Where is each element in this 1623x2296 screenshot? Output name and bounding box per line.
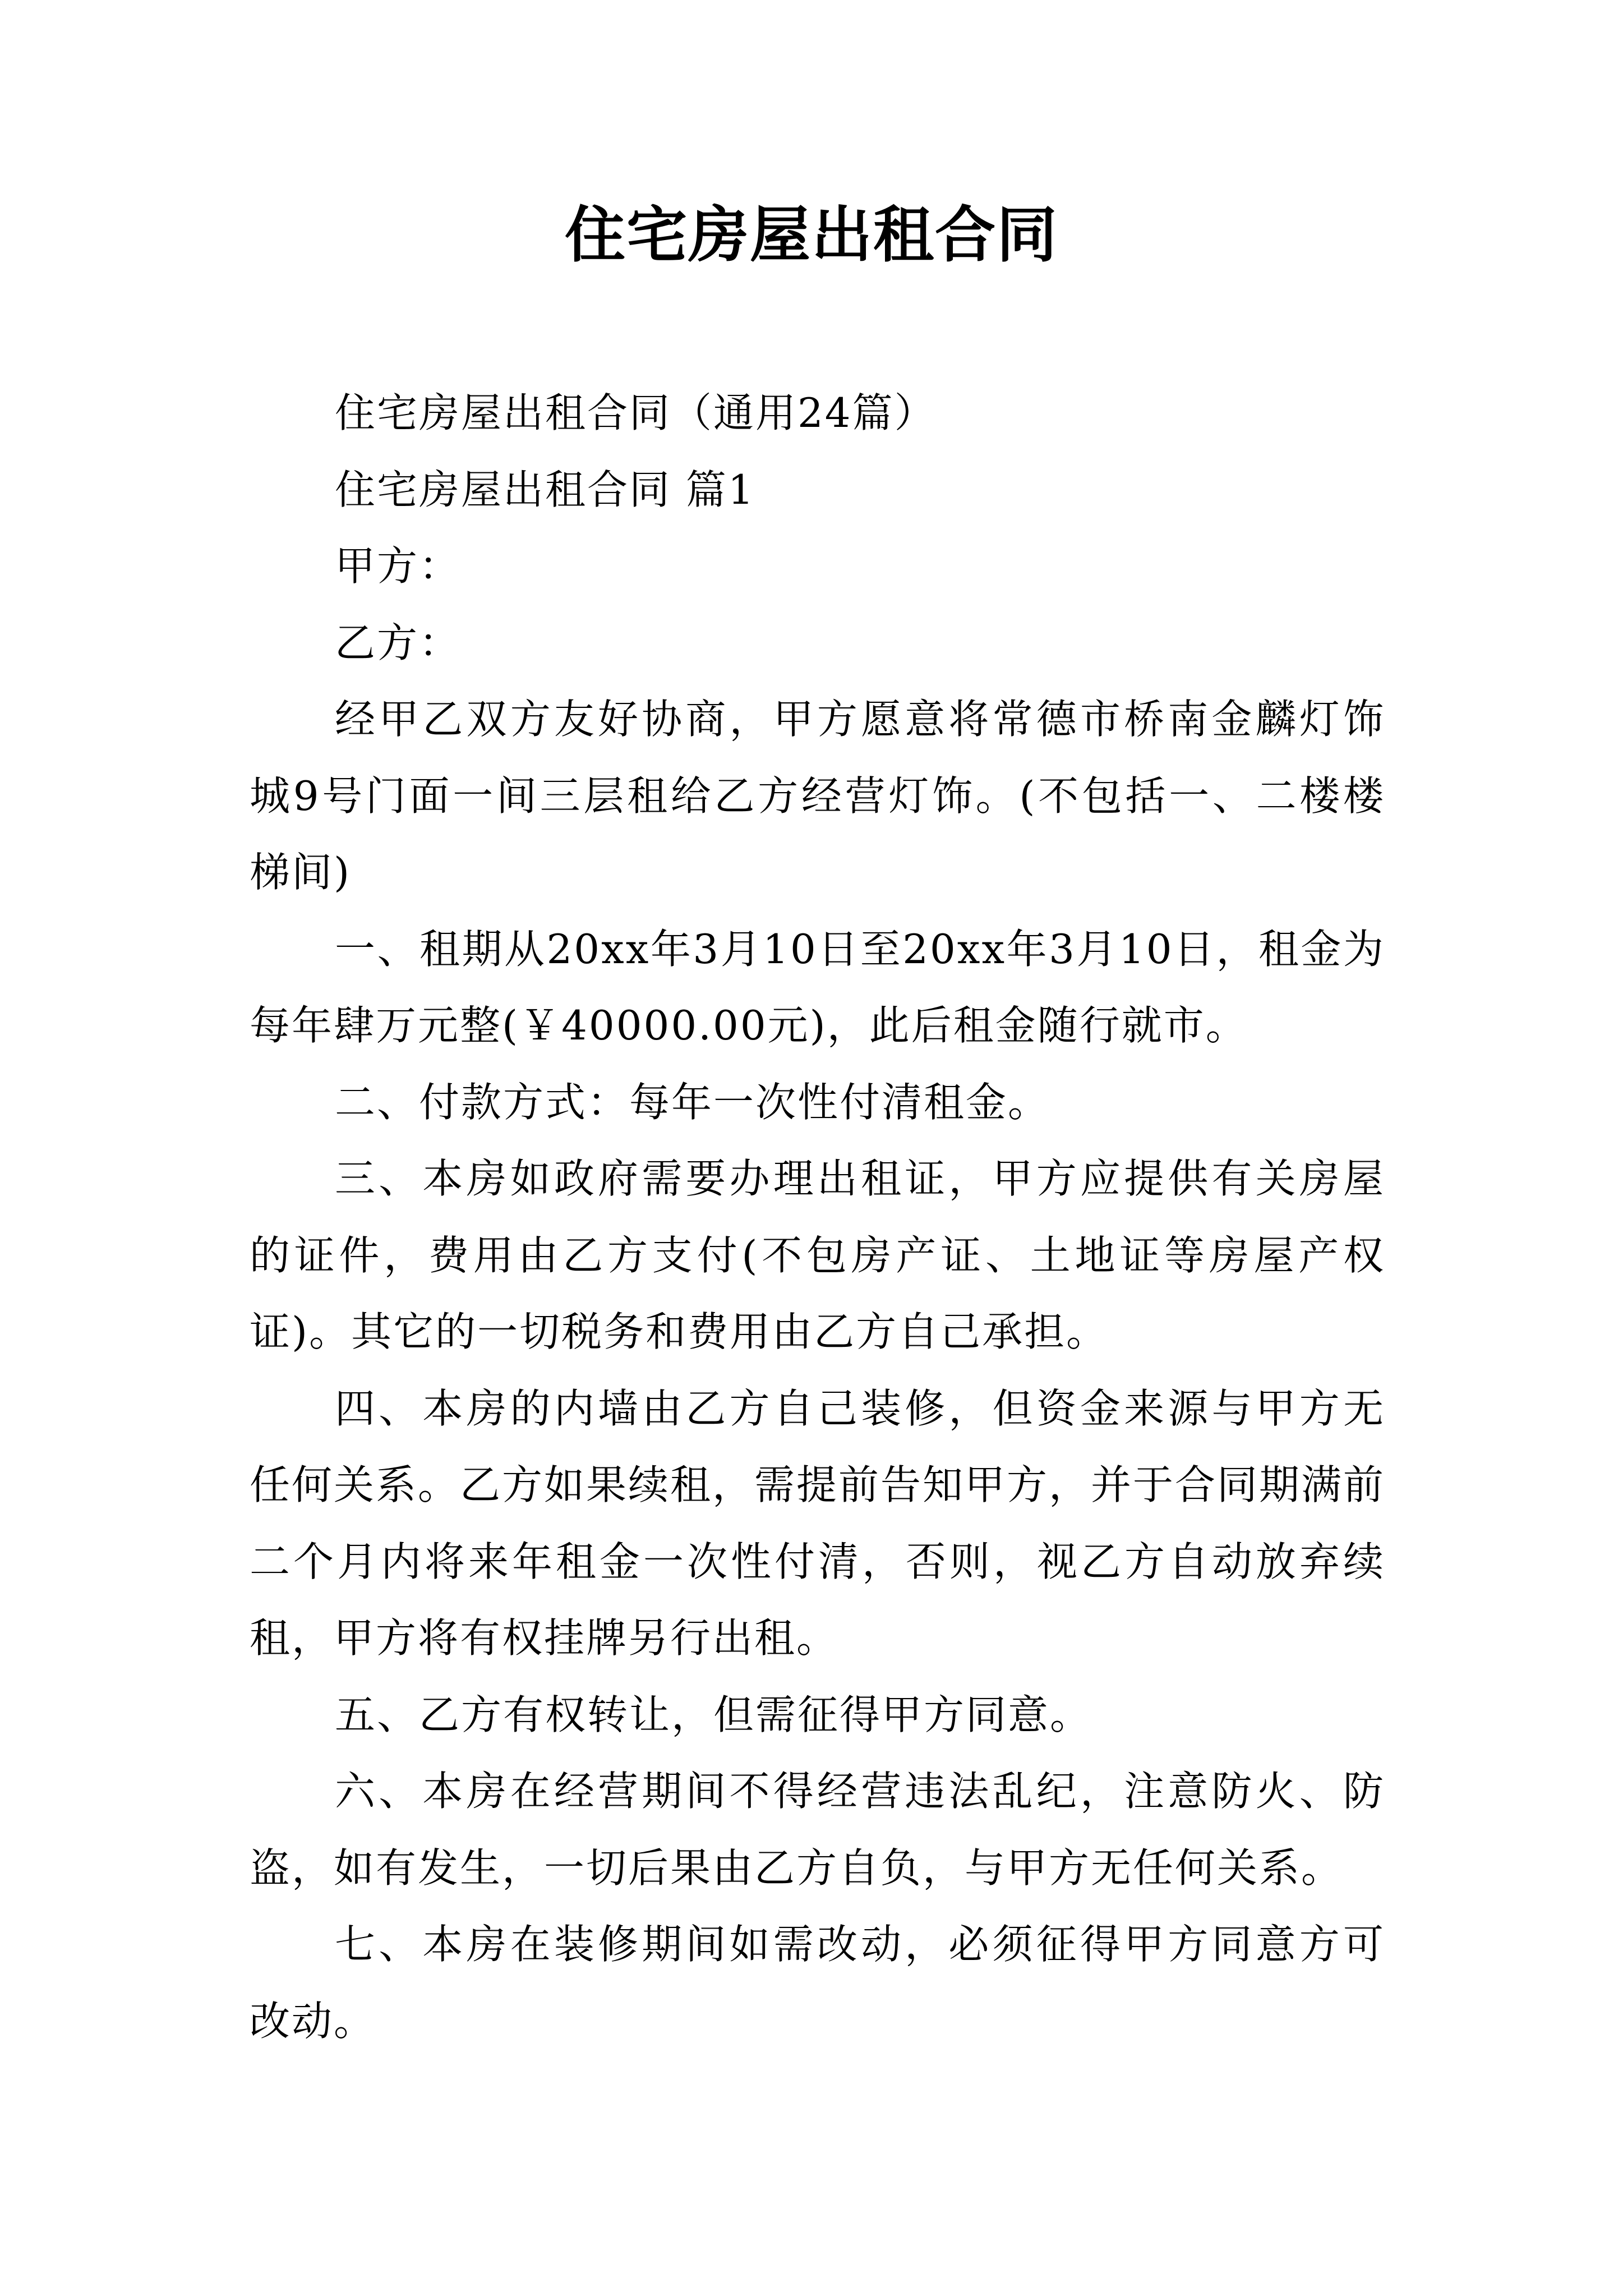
paragraph-party-a: 甲方： [335, 542, 462, 590]
paragraph-clause-1: 一、租期从20xx年3月10日至20xx年3月10日，租金为每年肆万元整(￥40000.00元)，此后租金随行就市。 [250, 925, 1385, 1049]
paragraph-clause-7: 七、本房在装修期间如需改动，必须征得甲方同意方可改动。 [250, 1921, 1385, 2045]
paragraph-clause-3: 三、本房如政府需要办理出租证，甲方应提供有关房屋的证件，费用由乙方支付(不包房产证、土地证等房屋产权证)。其它的一切税务和费用由乙方自己承担。 [250, 1155, 1385, 1355]
paragraph-clause-5: 五、乙方有权转让，但需征得甲方同意。 [335, 1691, 1092, 1738]
document-body [250, 375, 1385, 2059]
paragraph-clause-4: 四、本房的内墙由乙方自己装修，但资金来源与甲方无任何关系。乙方如果续租，需提前告知甲方，并于合同期满前二个月内将来年租金一次性付清，否则，视乙方自动放弃续租，甲方将有权挂牌另行出租。 [250, 1384, 1386, 1662]
document-title: 住宅房屋出租合同 [564, 200, 1058, 270]
paragraph-party-b: 乙方： [335, 619, 462, 666]
paragraph-subtitle: 住宅房屋出租合同（通用24篇） [335, 389, 937, 436]
paragraph-preamble: 经甲乙双方友好协商，甲方愿意将常德市桥南金麟灯饰城9号门面一间三层租给乙方经营灯饰。(不包括一、二楼楼梯间) [250, 696, 1385, 896]
paragraph-section-heading: 住宅房屋出租合同 篇1 [335, 466, 755, 513]
paragraph-clause-6: 六、本房在经营期间不得经营违法乱纪，注意防火、防盗，如有发生，一切后果由乙方自负，与甲方无任何关系。 [250, 1768, 1385, 1892]
paragraph-clause-2: 二、付款方式：每年一次性付清租金。 [335, 1078, 1050, 1126]
